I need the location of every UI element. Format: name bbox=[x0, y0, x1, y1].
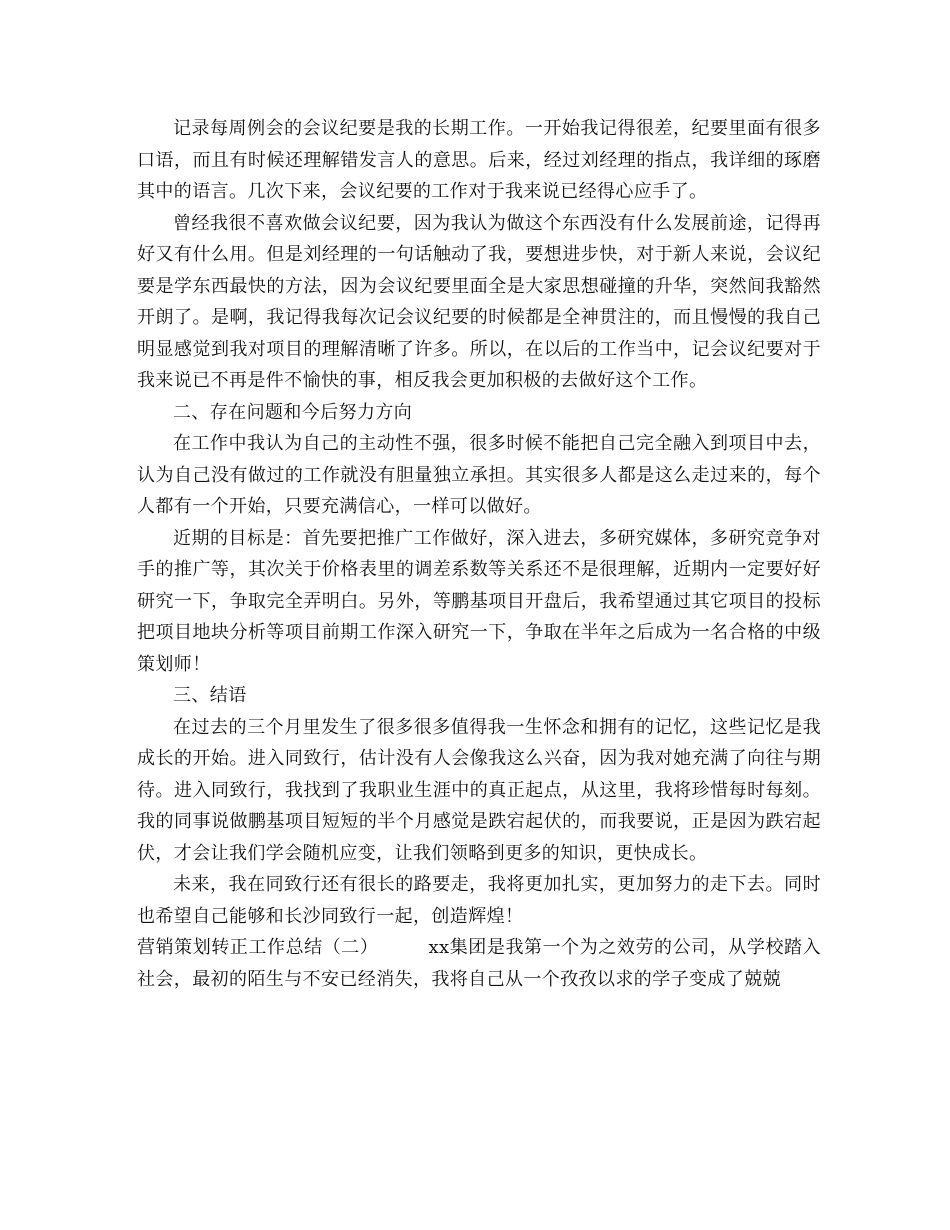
section-body-text: xx集团是我第一个为之效劳的公司，从学校踏入社会，最初的陌生与不安已经消失，我将自己从一个孜孜以求的学子变成了兢兢 bbox=[137, 937, 822, 990]
paragraph-near-term-goals: 近期的目标是：首先要把推广工作做好，深入进去，多研究媒体，多研究竞争对手的推广等，其次关于价格表里的调差系数等关系还不是很理解，近期内一定要好好研究一下，争取完全弄明白。另外，等鹏基项目开盘后，我希望通过其它项目的投标把项目地块分析等项目前期工作深入研究一下，争取在半年之后成为一名合格的中级策划师！ bbox=[137, 527, 821, 675]
paragraph-future: 未来，我在同致行还有很长的路要走，我将更加扎实，更加努力的走下去。同时也希望自己能够和长沙同致行一起，创造辉煌！ bbox=[137, 874, 821, 927]
paragraph-meeting-minutes: 记录每周例会的会议纪要是我的长期工作。一开始我记得很差，纪要里面有很多口语，而且有时候还理解错发言人的意思。后来，经过刘经理的指点，我详细的琢磨其中的语言。几次下来，会议纪要的工作对于我来说已经得心应手了。 bbox=[137, 118, 821, 202]
heading-conclusion: 三、结语 bbox=[173, 685, 247, 706]
document-body bbox=[137, 113, 821, 995]
paragraph-section-two bbox=[137, 932, 821, 995]
paragraph-minutes-reflection: 曾经我很不喜欢做会议纪要，因为我认为做这个东西没有什么发展前途，记得再好又有什么用。但是刘经理的一句话触动了我，要想进步快，对于新人来说，会议纪要是学东西最快的方法，因为会议纪要里面全是大家思想碰撞的升华，突然间我豁然开朗了。是啊，我记得我每次记会议纪要的时候都是全神贯注的，而且慢慢的我自己明显感觉到我对项目的理解清晰了许多。所以，在以后的工作当中，记会议纪要对于我来说已不再是件不愉快的事，相反我会更加积极的去做好这个工作。 bbox=[137, 212, 821, 391]
section-title: 营销策划转正工作总结（二） bbox=[137, 937, 379, 958]
paragraph-initiative: 在工作中我认为自己的主动性不强，很多时候不能把自己完全融入到项目中去，认为自己没有做过的工作就没有胆量独立承担。其实很多人都是这么走过来的，每个人都有一个开始，只要充满信心，一样可以做好。 bbox=[137, 433, 821, 517]
heading-problems-direction: 二、存在问题和今后努力方向 bbox=[173, 401, 413, 423]
paragraph-past-three-months: 在过去的三个月里发生了很多很多值得我一生怀念和拥有的记忆，这些记忆是我成长的开始。进入同致行，估计没有人会像我这么兴奋，因为我对她充满了向往与期待。进入同致行，我找到了我职业生涯中的真正起点，从这里，我将珍惜每时每刻。我的同事说做鹏基项目短短的半个月感觉是跌宕起伏的，而我要说，正是因为跌宕起伏，才会让我们学会随机应变，让我们领略到更多的知识，更快成长。 bbox=[137, 716, 821, 864]
